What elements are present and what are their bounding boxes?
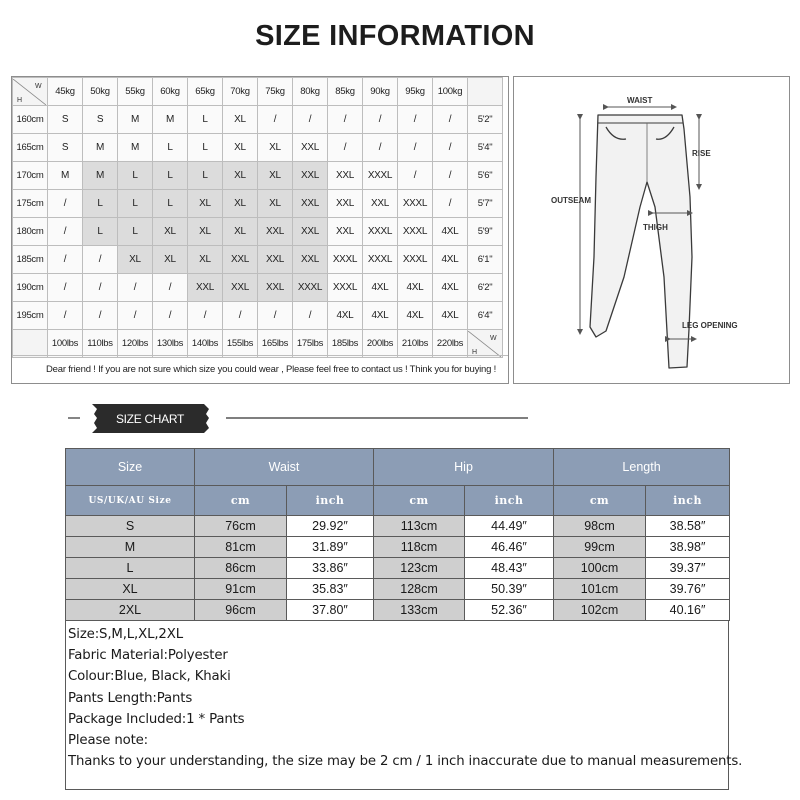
product-info-box xyxy=(65,620,743,790)
size-cell: XXXL xyxy=(363,162,398,190)
size-cell: XXL xyxy=(293,218,328,246)
svg-text:W: W xyxy=(35,82,42,90)
waist-inch-cell: 31.89″ xyxy=(287,537,374,558)
info-line: Pants Length:Pants xyxy=(68,690,193,706)
size-cell: XXXL xyxy=(363,218,398,246)
size-cell: / xyxy=(48,246,83,274)
size-cell: / xyxy=(328,134,363,162)
size-cell: / xyxy=(433,190,468,218)
size-cell: XXL xyxy=(258,218,293,246)
info-line: Colour:Blue, Black, Khaki xyxy=(68,669,231,685)
size-cell: XXL xyxy=(293,246,328,274)
size-cell: / xyxy=(223,302,258,330)
table-row xyxy=(66,579,730,600)
size-cell: XL xyxy=(223,134,258,162)
length-inch-cell: 39.37″ xyxy=(646,558,730,579)
size-cell: / xyxy=(48,190,83,218)
size-cell: M xyxy=(83,134,118,162)
svg-text:W: W xyxy=(490,334,497,342)
size-matrix-panel xyxy=(11,76,509,384)
subheader-size: US/UK/AU Size xyxy=(66,486,195,516)
size-cell: L xyxy=(83,190,118,218)
size-cell: XL xyxy=(188,218,223,246)
size-cell: / xyxy=(48,302,83,330)
size-cell: L xyxy=(118,218,153,246)
header-hip: Hip xyxy=(374,449,554,486)
weight-kg-header: 95kg xyxy=(398,78,433,106)
size-cell: / xyxy=(398,106,433,134)
size-cell: S xyxy=(48,106,83,134)
size-cell: / xyxy=(398,134,433,162)
weight-kg-header: 50kg xyxy=(83,78,118,106)
size-cell: XXL xyxy=(188,274,223,302)
weight-lbs-footer: 110lbs xyxy=(83,330,118,358)
size-cell: XL xyxy=(188,190,223,218)
size-cell: XXXL xyxy=(363,246,398,274)
waist-inch-cell: 35.83″ xyxy=(287,579,374,600)
weight-kg-header: 85kg xyxy=(328,78,363,106)
height-ft-label: 5'2" xyxy=(468,106,503,134)
size-cell: XXL xyxy=(328,162,363,190)
height-cm-label: 185cm xyxy=(13,246,48,274)
size-cell: 4XL xyxy=(363,302,398,330)
hip-cm-cell: 128cm xyxy=(374,579,465,600)
size-cell: L xyxy=(188,162,223,190)
waist-cm-cell: 76cm xyxy=(195,516,287,537)
weight-lbs-footer: 185lbs xyxy=(328,330,363,358)
size-cell: XXXL xyxy=(293,274,328,302)
length-cm-cell: 100cm xyxy=(554,558,646,579)
size-cell: 4XL xyxy=(433,218,468,246)
header-size: Size xyxy=(66,449,195,486)
size-cell: L xyxy=(66,558,195,579)
subheader-waist-inch: inch xyxy=(287,486,374,516)
weight-lbs-footer: 120lbs xyxy=(118,330,153,358)
matrix-row xyxy=(13,302,503,330)
subheader-length-cm: cm xyxy=(554,486,646,516)
table-row xyxy=(66,558,730,579)
waist-inch-cell: 37.80″ xyxy=(287,600,374,621)
size-cell: XL xyxy=(258,190,293,218)
height-cm-label: 170cm xyxy=(13,162,48,190)
matrix-row xyxy=(13,134,503,162)
size-cell: XL xyxy=(153,246,188,274)
weight-lbs-footer: 130lbs xyxy=(153,330,188,358)
height-ft-label: 5'4" xyxy=(468,134,503,162)
weight-lbs-footer: 100lbs xyxy=(48,330,83,358)
size-cell: S xyxy=(83,106,118,134)
size-cell: / xyxy=(398,162,433,190)
subheader-hip-inch: inch xyxy=(465,486,554,516)
size-cell: / xyxy=(83,302,118,330)
size-cell: M xyxy=(118,134,153,162)
height-ft-label: 6'1" xyxy=(468,246,503,274)
matrix-header-row xyxy=(13,78,503,106)
size-cell: XXXL xyxy=(398,246,433,274)
size-cell: XXXL xyxy=(328,274,363,302)
size-cell: M xyxy=(118,106,153,134)
matrix-empty-cell xyxy=(468,78,503,106)
header-waist: Waist xyxy=(195,449,374,486)
waist-cm-cell: 81cm xyxy=(195,537,287,558)
weight-lbs-footer: 220lbs xyxy=(433,330,468,358)
size-cell: XL xyxy=(258,162,293,190)
size-cell: XL xyxy=(223,190,258,218)
size-cell: XXL xyxy=(328,218,363,246)
size-cell: / xyxy=(83,274,118,302)
size-cell: XXL xyxy=(223,274,258,302)
size-cell: / xyxy=(433,106,468,134)
size-cell: 4XL xyxy=(433,246,468,274)
pants-diagram xyxy=(514,77,791,385)
size-cell: / xyxy=(328,106,363,134)
info-line: Thanks to your understanding, the size may be 2 cm / 1 inch inaccurate due to manual measurements. xyxy=(68,754,743,770)
height-cm-label: 180cm xyxy=(13,218,48,246)
size-cell: XXL xyxy=(223,246,258,274)
size-cell: L xyxy=(153,162,188,190)
weight-lbs-footer: 140lbs xyxy=(188,330,223,358)
height-cm-label: 190cm xyxy=(13,274,48,302)
size-cell: XXL xyxy=(258,246,293,274)
matrix-corner xyxy=(13,78,48,106)
size-cell: XXL xyxy=(328,190,363,218)
size-cell: M xyxy=(48,162,83,190)
weight-lbs-footer: 210lbs xyxy=(398,330,433,358)
outseam-label: OUTSEAM xyxy=(551,196,591,205)
size-chart-table xyxy=(65,448,729,621)
table-row xyxy=(66,537,730,558)
matrix-empty-cell xyxy=(13,330,48,358)
height-ft-label: 5'9" xyxy=(468,218,503,246)
waist-cm-cell: 91cm xyxy=(195,579,287,600)
size-cell: XXXL xyxy=(398,190,433,218)
waist-cm-cell: 86cm xyxy=(195,558,287,579)
matrix-footer-row xyxy=(13,330,503,358)
hip-cm-cell: 118cm xyxy=(374,537,465,558)
size-cell: / xyxy=(153,274,188,302)
weight-kg-header: 75kg xyxy=(258,78,293,106)
weight-lbs-footer: 165lbs xyxy=(258,330,293,358)
size-cell: XL xyxy=(188,246,223,274)
size-cell: XXL xyxy=(258,274,293,302)
size-cell: 4XL xyxy=(328,302,363,330)
size-cell: 4XL xyxy=(398,274,433,302)
size-cell: S xyxy=(48,134,83,162)
weight-kg-header: 65kg xyxy=(188,78,223,106)
height-ft-label: 5'6" xyxy=(468,162,503,190)
weight-kg-header: 60kg xyxy=(153,78,188,106)
matrix-row xyxy=(13,218,503,246)
matrix-row xyxy=(13,190,503,218)
length-cm-cell: 98cm xyxy=(554,516,646,537)
length-inch-cell: 39.76″ xyxy=(646,579,730,600)
size-chart-label: SIZE CHART xyxy=(115,412,185,426)
hip-inch-cell: 50.39″ xyxy=(465,579,554,600)
length-cm-cell: 101cm xyxy=(554,579,646,600)
size-cell: XXL xyxy=(293,134,328,162)
waist-inch-cell: 29.92″ xyxy=(287,516,374,537)
size-cell: / xyxy=(363,106,398,134)
size-cell: L xyxy=(83,218,118,246)
length-inch-cell: 38.58″ xyxy=(646,516,730,537)
subheader-length-inch: inch xyxy=(646,486,730,516)
height-ft-label: 6'2" xyxy=(468,274,503,302)
svg-text:H: H xyxy=(17,96,22,104)
size-cell: XXXL xyxy=(328,246,363,274)
weight-kg-header: 55kg xyxy=(118,78,153,106)
size-cell: 4XL xyxy=(433,274,468,302)
height-ft-label: 5'7" xyxy=(468,190,503,218)
size-cell: L xyxy=(153,190,188,218)
size-chart-heading xyxy=(66,400,536,436)
matrix-note: Dear friend ! If you are not sure which size you could wear , Please feel free to contact us ! Think you for buying ! xyxy=(12,355,508,383)
subheader-waist-cm: cm xyxy=(195,486,287,516)
size-cell: / xyxy=(258,106,293,134)
size-cell: / xyxy=(153,302,188,330)
height-cm-label: 175cm xyxy=(13,190,48,218)
length-inch-cell: 38.98″ xyxy=(646,537,730,558)
size-cell: XXL xyxy=(293,190,328,218)
page-title: SIZE INFORMATION xyxy=(255,20,535,52)
height-cm-label: 160cm xyxy=(13,106,48,134)
hip-cm-cell: 123cm xyxy=(374,558,465,579)
hip-cm-cell: 133cm xyxy=(374,600,465,621)
size-cell: M xyxy=(66,537,195,558)
size-cell: / xyxy=(48,218,83,246)
subheader-hip-cm: cm xyxy=(374,486,465,516)
pants-outline xyxy=(590,115,692,368)
hip-cm-cell: 113cm xyxy=(374,516,465,537)
waist-inch-cell: 33.86″ xyxy=(287,558,374,579)
size-cell: M xyxy=(83,162,118,190)
info-line: Size:S,M,L,XL,2XL xyxy=(68,627,183,642)
waist-label: WAIST xyxy=(627,96,653,105)
table-row xyxy=(66,600,730,621)
rise-label: RISE xyxy=(692,149,711,158)
length-cm-cell: 102cm xyxy=(554,600,646,621)
leg-opening-label: LEG OPENING xyxy=(682,321,738,330)
weight-kg-header: 70kg xyxy=(223,78,258,106)
size-cell: L xyxy=(188,106,223,134)
size-cell: 4XL xyxy=(433,302,468,330)
size-cell: XL xyxy=(223,218,258,246)
length-inch-cell: 40.16″ xyxy=(646,600,730,621)
weight-kg-header: 80kg xyxy=(293,78,328,106)
size-cell: XXL xyxy=(293,162,328,190)
thigh-label: THIGH xyxy=(643,223,668,232)
weight-lbs-footer: 200lbs xyxy=(363,330,398,358)
size-cell: 2XL xyxy=(66,600,195,621)
table-row xyxy=(66,516,730,537)
weight-kg-header: 100kg xyxy=(433,78,468,106)
size-cell: / xyxy=(118,274,153,302)
size-cell: / xyxy=(188,302,223,330)
length-cm-cell: 99cm xyxy=(554,537,646,558)
size-matrix xyxy=(12,77,503,358)
size-cell: XL xyxy=(118,246,153,274)
weight-kg-header: 90kg xyxy=(363,78,398,106)
weight-kg-header: 45kg xyxy=(48,78,83,106)
size-cell: / xyxy=(48,274,83,302)
size-cell: XL xyxy=(258,134,293,162)
hip-inch-cell: 48.43″ xyxy=(465,558,554,579)
info-line: Package Included:1 * Pants xyxy=(68,711,245,727)
size-cell: / xyxy=(293,302,328,330)
size-cell: XL xyxy=(223,162,258,190)
height-ft-label: 6'4" xyxy=(468,302,503,330)
size-cell: / xyxy=(433,134,468,162)
size-cell: L xyxy=(118,190,153,218)
svg-text:H: H xyxy=(472,348,477,356)
height-cm-label: 165cm xyxy=(13,134,48,162)
matrix-row xyxy=(13,106,503,134)
size-cell: / xyxy=(118,302,153,330)
matrix-row xyxy=(13,274,503,302)
size-cell: / xyxy=(363,134,398,162)
size-cell: / xyxy=(258,302,293,330)
hip-inch-cell: 44.49″ xyxy=(465,516,554,537)
size-cell: / xyxy=(83,246,118,274)
size-cell: 4XL xyxy=(363,274,398,302)
size-cell: XL xyxy=(153,218,188,246)
size-cell: XL xyxy=(223,106,258,134)
weight-lbs-footer: 155lbs xyxy=(223,330,258,358)
size-cell: / xyxy=(293,106,328,134)
hip-inch-cell: 46.46″ xyxy=(465,537,554,558)
matrix-footer-corner xyxy=(468,330,503,358)
size-cell: L xyxy=(188,134,223,162)
size-cell: XXXL xyxy=(398,218,433,246)
matrix-row xyxy=(13,246,503,274)
size-cell: L xyxy=(153,134,188,162)
waist-cm-cell: 96cm xyxy=(195,600,287,621)
height-cm-label: 195cm xyxy=(13,302,48,330)
matrix-row xyxy=(13,162,503,190)
info-line: Fabric Material:Polyester xyxy=(68,648,228,664)
size-cell: / xyxy=(433,162,468,190)
size-cell: XL xyxy=(66,579,195,600)
size-cell: L xyxy=(118,162,153,190)
pants-diagram-panel xyxy=(513,76,790,384)
size-cell: XXL xyxy=(363,190,398,218)
hip-inch-cell: 52.36″ xyxy=(465,600,554,621)
size-cell: M xyxy=(153,106,188,134)
size-cell: S xyxy=(66,516,195,537)
size-cell: 4XL xyxy=(398,302,433,330)
weight-lbs-footer: 175lbs xyxy=(293,330,328,358)
info-line: Please note: xyxy=(68,733,149,749)
size-matrix-table xyxy=(12,77,503,358)
header-length: Length xyxy=(554,449,730,486)
